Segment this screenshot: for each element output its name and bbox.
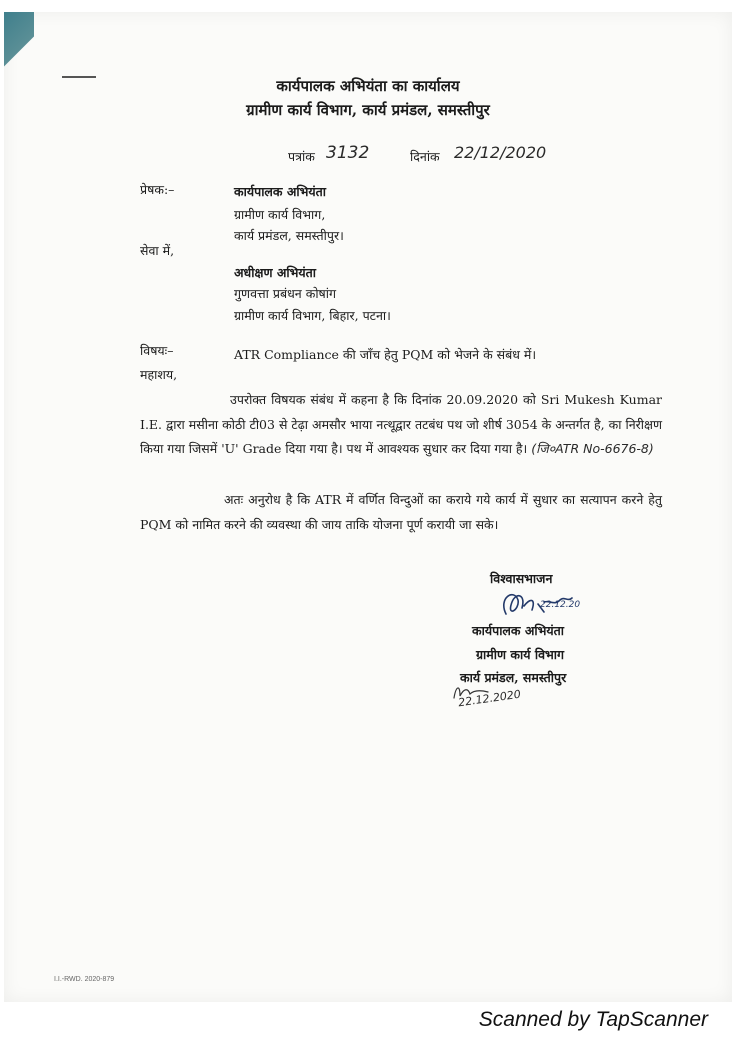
recipient-label: सेवा में, [140,243,175,258]
salutation: महाशय, [140,367,178,382]
date-value: 22/12/2020 [454,143,547,162]
sender-title: कार्यपालक अभियंता [234,184,327,199]
letter-number-label: पत्रांक [288,149,315,164]
initials-date: 22.12.2020 [457,687,522,710]
recipient-line1: गुणवत्ता प्रबंधन कोषांग [234,286,337,301]
recipient-title: अधीक्षण अभियंता [234,265,317,280]
sender-label: प्रेषक:– [140,182,175,197]
body-paragraph-1 [140,388,662,462]
body-paragraph-2 [140,488,662,537]
sender-line1: ग्रामीण कार्य विभाग, [234,207,326,222]
letter-number-value: 3132 [326,143,370,163]
subject-text: ATR Compliance की जाँच हेतु PQM को भेजने के संबंध में। [234,347,537,362]
scanner-watermark: Scanned by TapScanner [478,1008,708,1031]
sender-line2: कार्य प्रमंडल, समस्तीपुर। [234,228,344,243]
office-address: ग्रामीण कार्य विभाग, कार्य प्रमंडल, समस्तीपुर [246,101,490,119]
recipient-line2: ग्रामीण कार्य विभाग, बिहार, पटना। [234,308,391,323]
form-code: I.I.-RWD. 2020-879 [54,976,115,983]
date-label: दिनांक [410,149,440,164]
signature-date-note: 22.12.20 [540,600,581,610]
paper-corner-shadow [4,12,34,72]
body-para1-text: उपरोक्त विषयक संबंध में कहना है कि दिनांक 20.09.2020 को Sri Mukesh Kumar I.E. द्वारा मसीना कोठी टी03 से टेढ़ा अमसौर भाया नत्थूद्वार तटबंध पथ जो शीर्ष 3054 के अन्तर्गत है, का निरीक्षण किया गया जिसमें 'U' Grade दिया गया है। पथ में आवश्यक सुधार कर दिया गया है। [140,392,662,456]
closing-title: कार्यपालक अभियंता [472,623,565,638]
handwritten-atr-note: (जि०ATR No-6676-8) [531,441,654,456]
closing-regards: विश्वासभाजन [490,571,553,586]
office-title: कार्यपालक अभियंता का कार्यालय [276,77,460,95]
closing-line2: कार्य प्रमंडल, समस्तीपुर [460,670,567,685]
body-para2-text: अतः अनुरोध है कि ATR में वर्णित विन्दुओं का कराये गये कार्य में सुधार का सत्यापन करने हेतु PQM को नामित करने की व्यवस्था की जाय ताकि योजना पूर्ण करायी जा सके। [140,492,662,532]
closing-line1: ग्रामीण कार्य विभाग [476,647,565,662]
subject-label: विषयः– [140,343,174,358]
